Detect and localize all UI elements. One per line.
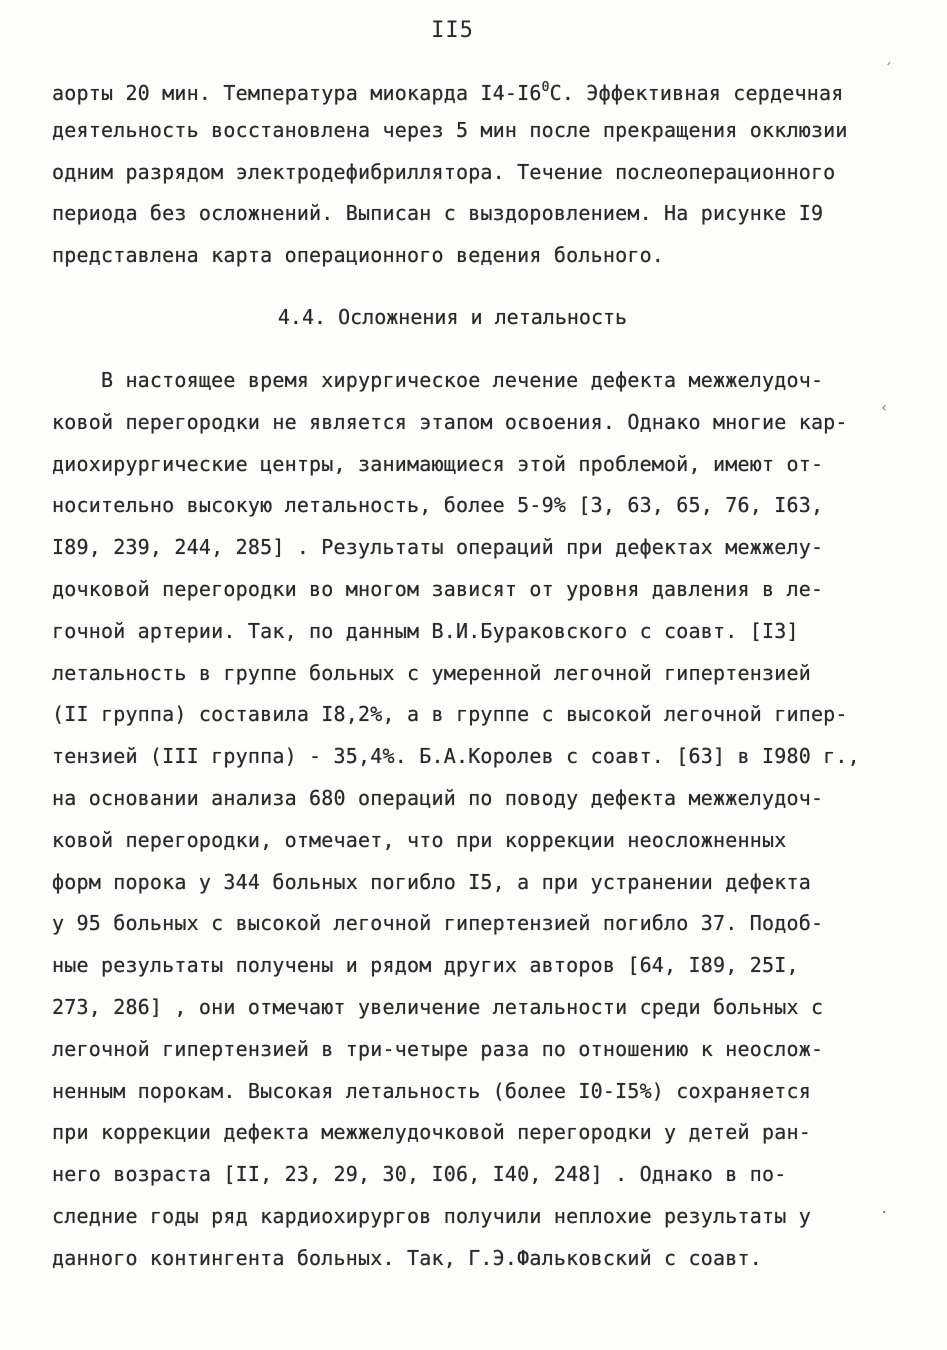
- text-line: него возраста [II, 23, 29, 30, I06, I40, 248] . Однако в по-: [52, 1162, 787, 1186]
- text-line: данного контингента больных. Так, Г.Э.Фальковский с соавт.: [52, 1246, 762, 1270]
- text-line: ненным порокам. Высокая летальность (более I0-I5%) сохраняется: [52, 1079, 811, 1103]
- text-line: периода без осложнений. Выписан с выздоровлением. На рисунке I9: [52, 201, 824, 225]
- text-line: В настоящее время хирургическое лечение дефекта межжелудоч-: [52, 368, 824, 392]
- text-line: у 95 больных с высокой легочной гипертензией погибло 37. Подоб-: [52, 911, 824, 935]
- text-line: (II группа) составила I8,2%, а в группе с высокой легочной гипер-: [52, 702, 848, 726]
- text-line: носительно высокую летальность, более 5-9% [3, 63, 65, 76, I63,: [52, 493, 824, 517]
- text-line: представлена карта операционного ведения больного.: [52, 243, 665, 267]
- superscript-degree: 0: [541, 80, 550, 95]
- text-line: ные результаты получены и рядом других авторов [64, I89, 25I,: [52, 953, 799, 977]
- scan-mark: ‹: [880, 400, 889, 416]
- text-line: диохирургические центры, занимающиеся этой проблемой, имеют от-: [52, 452, 824, 476]
- text-line: при коррекции дефекта межжелудочковой перегородки у детей ран-: [52, 1120, 811, 1144]
- text-fragment: аорты 20 мин. Температура миокарда I4-I6: [52, 81, 542, 105]
- text-line: дочковой перегородки во многом зависят от уровня давления в ле-: [52, 577, 824, 601]
- text-line: [52, 74, 882, 107]
- text-line: тензией (III группа) - 35,4%. Б.А.Королев с соавт. [63] в I980 г.,: [52, 744, 860, 768]
- text-line: легочной гипертензией в три-четыре раза по отношению к неослож-: [52, 1037, 824, 1061]
- text-line: I89, 239, 244, 285] . Результаты операций при дефектах межжелу-: [52, 535, 824, 559]
- text-line: одним разрядом электродефибриллятора. Течение послеоперационного: [52, 160, 836, 184]
- text-line: летальность в группе больных с умеренной легочной гипертензией: [52, 661, 811, 685]
- text-line: гочной артерии. Так, по данным В.И.Бураковского с соавт. [I3]: [52, 619, 799, 643]
- text-line: ковой перегородки, отмечает, что при коррекции неосложненных: [52, 828, 787, 852]
- text-line: на основании анализа 680 операций по поводу дефекта межжелудоч-: [52, 786, 824, 810]
- scan-mark: ´: [884, 62, 893, 78]
- text-fragment: С. Эффективная сердечная: [549, 81, 844, 105]
- page-number: II5: [431, 18, 474, 43]
- text-line: следние годы ряд кардиохирургов получили неплохие результаты у: [52, 1204, 811, 1228]
- text-line: форм порока у 344 больных погибло I5, а при устранении дефекта: [52, 870, 811, 894]
- section-heading: 4.4. Осложнения и летальность: [277, 305, 628, 329]
- text-line: 273, 286] , они отмечают увеличение летальности среди больных с: [52, 995, 824, 1019]
- text-line: деятельность восстановлена через 5 мин после прекращения окклюзии: [52, 118, 848, 142]
- scan-mark: ·: [880, 1205, 889, 1221]
- text-line: ковой перегородки не является этапом освоения. Однако многие кар-: [52, 410, 848, 434]
